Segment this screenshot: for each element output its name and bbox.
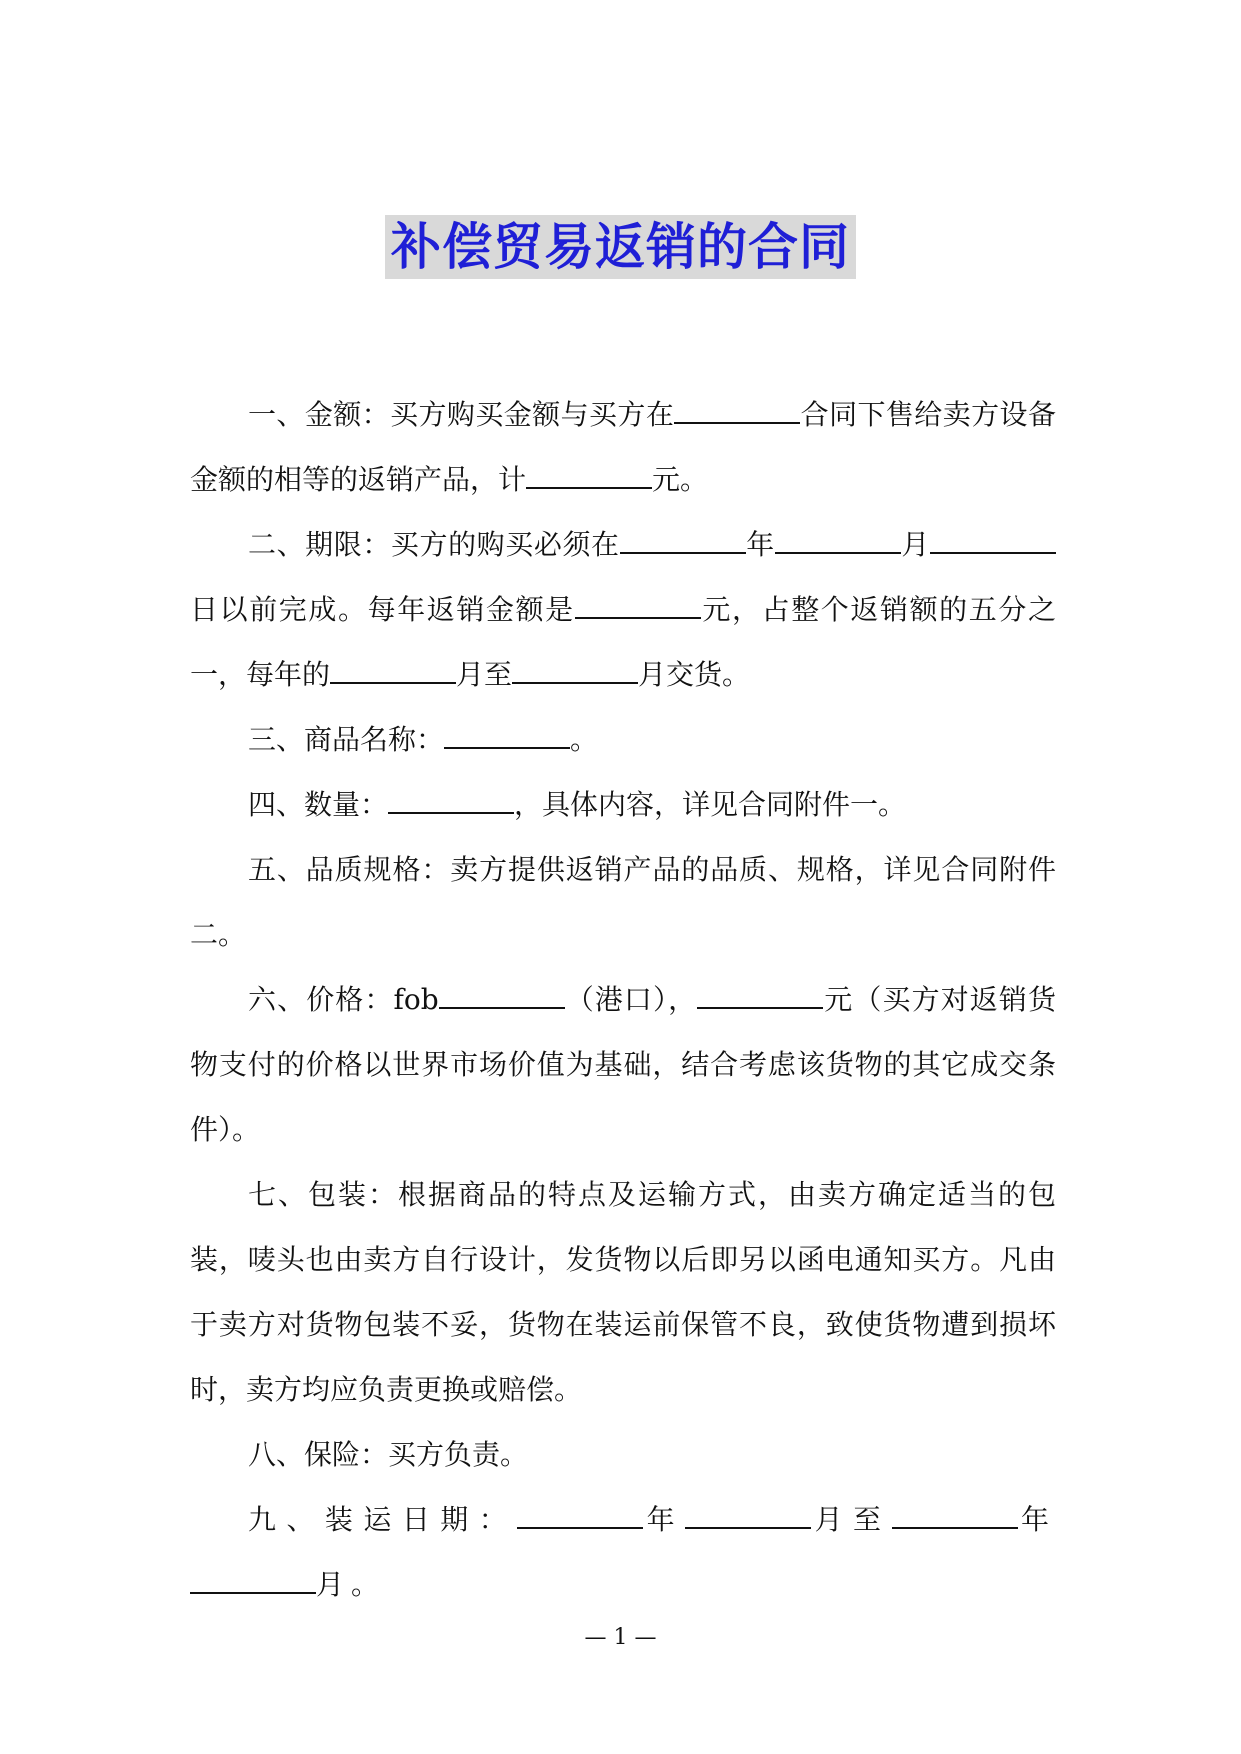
blank-field <box>439 983 565 1009</box>
blank-field <box>444 723 570 749</box>
blank-field <box>685 1503 811 1529</box>
blank-field <box>930 528 1056 554</box>
clause-2-text-b: 年 <box>745 528 775 561</box>
clause-9-text-d: 年 <box>1017 1503 1056 1536</box>
page-number: — 1 — <box>584 1625 657 1650</box>
contract-body <box>190 382 1056 1617</box>
clause-3-text-a: 三、商品名称： <box>248 723 445 756</box>
clause-1 <box>190 382 1056 512</box>
clause-2-text-f: 月至 <box>456 658 513 691</box>
clause-6-text-b: （港口）， <box>564 983 698 1016</box>
clause-9-text-e: 月。 <box>316 1568 387 1601</box>
document-title: 补偿贸易返销的合同 <box>385 215 856 279</box>
blank-field <box>674 398 800 424</box>
title-container <box>0 215 1241 279</box>
clause-4-text-a: 四、数量： <box>248 788 389 821</box>
clause-1-text-b: 合同下售给卖方设备金额的相等的返销产品，计 <box>190 398 1056 496</box>
clause-8 <box>190 1422 1056 1487</box>
clause-5-text-a: 五、品质规格：卖方提供返销产品的品质、规格，详见合同附件二。 <box>190 853 1056 951</box>
clause-9-text-c: 月至 <box>811 1503 892 1536</box>
clause-8-text-a: 八、保险：买方负责。 <box>248 1438 529 1471</box>
blank-field <box>330 658 456 684</box>
clause-7-text-a: 七、包装：根据商品的特点及运输方式，由卖方确定适当的包装，唛头也由卖方自行设计，发货物以后即另以函电通知买方。凡由于卖方对货物包装不妥，货物在装运前保管不良，致使货物遭到损坏时，卖方均应负责更换或赔偿。 <box>190 1178 1056 1406</box>
clause-2-text-a: 二、期限：买方的购买必须在 <box>248 528 620 561</box>
clause-4 <box>190 772 1056 837</box>
blank-field <box>526 463 652 489</box>
blank-field <box>775 528 901 554</box>
clause-6-text-a: 六、价格：fob <box>248 983 439 1016</box>
blank-field <box>620 528 746 554</box>
clause-2-text-g: 月交货。 <box>638 658 751 691</box>
clause-1-text-a: 一、金额：买方购买金额与买方在 <box>248 398 675 431</box>
clause-6 <box>190 967 1056 1162</box>
clause-1-text-c: 元。 <box>652 463 709 496</box>
clause-3 <box>190 707 1056 772</box>
clause-9 <box>190 1487 1056 1617</box>
blank-field <box>388 788 514 814</box>
blank-field <box>697 983 823 1009</box>
blank-field <box>892 1503 1018 1529</box>
clause-2 <box>190 512 1056 707</box>
clause-2-text-d: 日以前完成。每年返销金额是 <box>190 593 575 626</box>
clause-9-text-a: 九、装运日期： <box>248 1503 518 1536</box>
clause-7 <box>190 1162 1056 1422</box>
blank-field <box>575 593 701 619</box>
clause-2-text-e: 元，占整个返销额的五分之一，每年的 <box>190 593 1056 691</box>
clause-9-text-b: 年 <box>643 1503 686 1536</box>
clause-3-text-b: 。 <box>570 723 599 756</box>
blank-field <box>512 658 638 684</box>
clause-6-text-c: 元（买方对返销货物支付的价格以世界市场价值为基础，结合考虑该货物的其它成交条件）。 <box>190 983 1056 1146</box>
clause-4-text-b: ，具体内容，详见合同附件一。 <box>514 788 907 821</box>
clause-2-text-c: 月 <box>900 528 930 561</box>
blank-field <box>517 1503 643 1529</box>
blank-field <box>190 1568 316 1594</box>
clause-5 <box>190 837 1056 967</box>
